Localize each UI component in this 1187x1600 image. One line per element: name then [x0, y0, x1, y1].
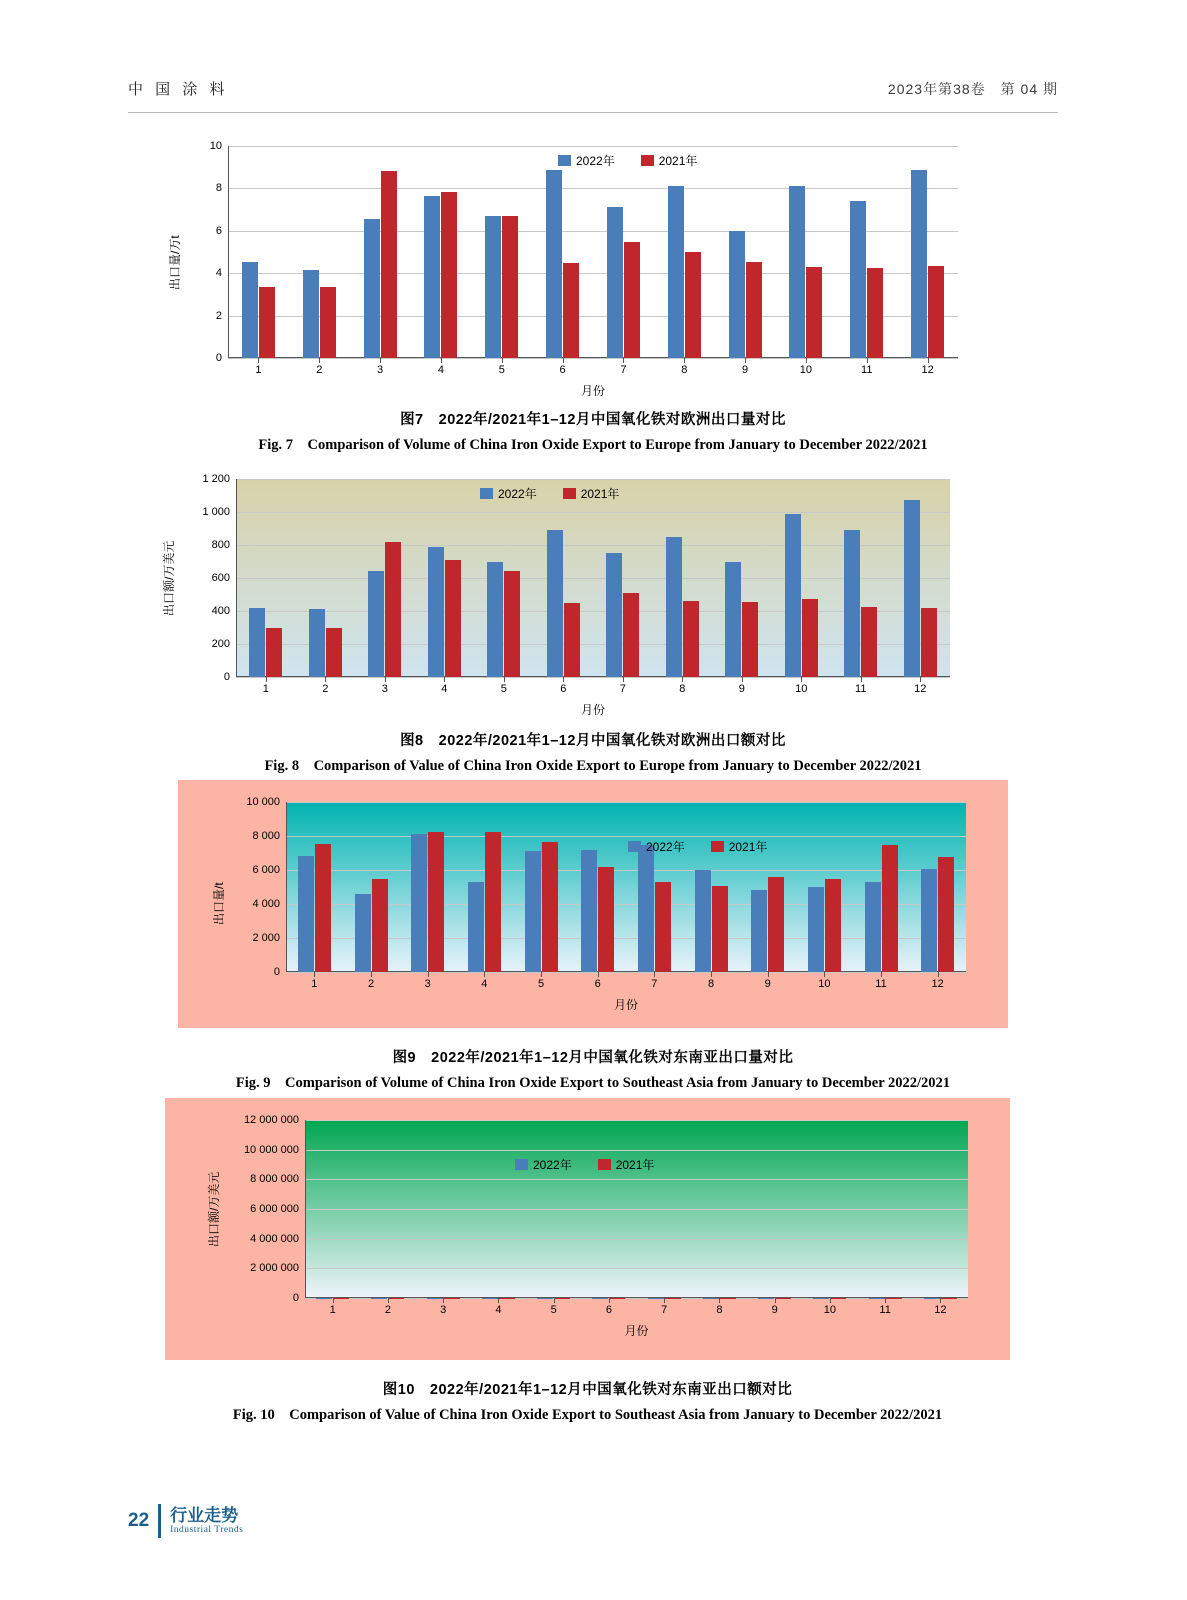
y-axis-tick-label: 10 [209, 140, 222, 152]
legend-item [641, 152, 698, 169]
bar [638, 845, 654, 972]
x-axis-tick-label: 2 [367, 978, 375, 990]
bar [861, 607, 877, 677]
x-axis-tick-label: 6 [559, 364, 566, 376]
y-axis-tick-label: 0 [223, 671, 230, 683]
figure-7 [128, 132, 1058, 454]
legend-item [598, 1156, 655, 1173]
figure-10-caption-en: Fig. 10 Comparison of Value of China Iron Oxide Export to Southeast Asia from January to December 2022/2021 [232, 1407, 943, 1423]
y-axis [228, 146, 229, 358]
gridline [236, 479, 950, 480]
figure-10 [165, 1098, 1010, 1424]
gridline [286, 802, 966, 803]
y-axis-tick-label: 400 [211, 605, 230, 617]
x-axis-tick-label: 3 [381, 683, 388, 695]
figure-9-caption-en: Fig. 9 Comparison of Volume of China Iron Oxide Export to Southeast Asia from January to December 2022/2021 [235, 1075, 951, 1091]
bar [683, 601, 699, 677]
x-axis-tick-label: 5 [498, 364, 505, 376]
gridline [236, 512, 950, 513]
y-axis-tick-label: 0 [273, 966, 280, 978]
x-axis [228, 357, 958, 358]
footer-divider [158, 1504, 161, 1538]
legend-swatch-icon [480, 488, 493, 499]
x-axis-tick-label: 11 [855, 683, 867, 695]
y-axis-tick-label: 6 [215, 224, 222, 237]
bar [746, 262, 762, 358]
gridline [305, 1150, 968, 1151]
chart-legend [558, 152, 697, 169]
bar [320, 287, 336, 358]
legend-swatch-icon [641, 155, 654, 166]
gridline [286, 972, 966, 973]
bar [607, 207, 623, 358]
bar [806, 267, 822, 358]
figure-8 [128, 465, 1058, 775]
x-axis-tick-label: 10 [818, 978, 831, 990]
x-axis-tick-label: 9 [764, 978, 771, 990]
figure-9 [178, 780, 1008, 1092]
x-axis-tick-label: 8 [707, 978, 715, 990]
x-axis-tick-label: 6 [594, 978, 601, 990]
x-axis-tick-label: 2 [322, 683, 329, 695]
bar [424, 196, 440, 358]
fig9-plot-area [246, 796, 966, 990]
x-axis-tick-label: 9 [771, 1304, 778, 1316]
gridline [228, 273, 958, 274]
bar [668, 186, 684, 358]
y-axis-tick-label: 4 [215, 267, 222, 280]
bar [685, 252, 701, 358]
bar [485, 832, 501, 972]
y-axis-title: 出口量/万t [168, 235, 182, 290]
x-axis [236, 676, 950, 677]
y-axis-title: 出口量/t [212, 882, 226, 925]
bar [666, 537, 682, 677]
y-axis-tick-label: 8 000 000 [250, 1173, 299, 1186]
gridline [305, 1179, 968, 1180]
x-axis-tick-label: 4 [441, 683, 448, 695]
y-axis-tick-label: 1 200 [202, 473, 230, 485]
x-axis-title: 月份 [613, 998, 638, 1012]
y-axis-tick-label: 1 000 [202, 506, 230, 518]
chart-legend [480, 485, 619, 502]
gridline [228, 188, 958, 189]
x-axis-tick-label: 5 [500, 683, 507, 695]
legend-label: 2021年 [658, 154, 698, 168]
bar [326, 628, 342, 677]
legend-item [558, 152, 615, 169]
bar [563, 263, 579, 358]
legend-label: 2022年 [498, 487, 537, 501]
bar [564, 603, 580, 677]
x-axis-tick-label: 3 [440, 1304, 447, 1316]
y-axis-tick-label: 12 000 000 [243, 1114, 299, 1126]
gridline [228, 316, 958, 317]
y-axis-title: 出口额/万美元 [162, 540, 176, 616]
legend-label: 2021年 [580, 487, 620, 501]
journal-name: 中 国 涂 料 [128, 81, 229, 98]
y-axis-tick-label: 2 000 000 [250, 1262, 299, 1275]
bar [581, 850, 597, 972]
bar [547, 530, 563, 677]
gridline [236, 578, 950, 579]
y-axis-tick-label: 4 000 000 [250, 1232, 299, 1245]
figure-10-caption-cn: 图10 2022年/2021年1–12月中国氧化铁对东南亚出口额对比 [382, 1382, 793, 1398]
bar [768, 877, 784, 972]
y-axis-tick-label: 10 000 000 [243, 1143, 299, 1156]
bar [445, 560, 461, 677]
bar [355, 894, 371, 972]
bar [266, 628, 282, 678]
bar [695, 870, 711, 972]
x-axis-tick-label: 1 [329, 1304, 336, 1316]
bar [242, 262, 258, 358]
legend-item [515, 1156, 572, 1173]
bar [372, 879, 388, 972]
gridline [305, 1239, 968, 1240]
x-axis-tick-label: 12 [931, 978, 944, 990]
x-axis-tick-label: 11 [861, 364, 873, 376]
fig7-plot-area [209, 140, 958, 376]
legend-item [628, 838, 685, 855]
x-axis-title: 月份 [580, 703, 605, 717]
y-axis-title: 出口额/万美元 [207, 1171, 221, 1247]
x-axis-tick-label: 5 [537, 978, 545, 990]
y-axis [305, 1120, 306, 1298]
bar [844, 530, 860, 677]
y-axis-tick-label: 8 000 [252, 830, 280, 842]
gridline [305, 1209, 968, 1210]
y-axis-tick-label: 2 [215, 309, 222, 322]
issue-info: 2023年第38卷 第 04 期 [887, 81, 1058, 97]
bar [808, 887, 824, 972]
legend-swatch-icon [558, 155, 571, 166]
x-axis-tick-label: 4 [437, 364, 444, 376]
gridline [286, 870, 966, 871]
bar [303, 270, 319, 358]
figure-8-caption-cn: 图8 2022年/2021年1–12月中国氧化铁对欧洲出口额对比 [400, 733, 786, 749]
legend-label: 2021年 [615, 1158, 655, 1172]
x-axis-tick-label: 3 [377, 364, 384, 376]
figure-8-caption-en: Fig. 8 Comparison of Value of China Iron Oxide Export to Europe from January to December 2022/2021 [264, 758, 922, 774]
bar [502, 216, 518, 358]
bar [606, 553, 622, 677]
x-axis-tick-label: 8 [679, 683, 686, 695]
x-axis-tick-label: 7 [651, 978, 658, 990]
y-axis-tick-label: 0 [292, 1292, 299, 1304]
bar [542, 842, 558, 972]
legend-swatch-icon [563, 488, 576, 499]
bar [364, 219, 380, 358]
figure-9-caption-cn: 图9 2022年/2021年1–12月中国氧化铁对东南亚出口量对比 [392, 1050, 794, 1066]
bar [504, 571, 520, 677]
bar [368, 571, 384, 677]
y-axis-tick-label: 6 000 000 [250, 1203, 299, 1215]
bar [921, 869, 937, 972]
x-axis-tick-label: 11 [879, 1304, 891, 1316]
legend-label: 2021年 [728, 840, 768, 854]
y-axis-tick-label: 200 [211, 638, 230, 650]
gridline [228, 231, 958, 232]
bar [411, 834, 427, 972]
bar [751, 890, 767, 972]
x-axis-tick-label: 5 [550, 1304, 557, 1316]
page-footer [128, 1504, 243, 1538]
bar [381, 171, 397, 358]
gridline [236, 644, 950, 645]
x-axis-title: 月份 [580, 384, 605, 398]
x-axis-tick-label: 4 [495, 1304, 502, 1316]
header-divider [128, 112, 1058, 113]
x-axis-tick-label: 6 [560, 683, 567, 695]
bar [928, 266, 944, 358]
y-axis-tick-label: 600 [211, 572, 230, 584]
bar [882, 845, 898, 973]
legend-label: 2022年 [646, 840, 685, 854]
x-axis-tick-label: 2 [316, 364, 323, 376]
bar [546, 170, 562, 358]
x-axis-title: 月份 [624, 1324, 649, 1338]
bar [623, 593, 639, 677]
bar [938, 857, 954, 972]
y-axis-tick-label: 0 [215, 352, 222, 364]
bar [441, 192, 457, 358]
bar [259, 287, 275, 358]
y-axis-tick-label: 6 000 [252, 864, 280, 876]
x-axis-tick-label: 11 [875, 978, 887, 990]
legend-item [480, 485, 537, 502]
gridline [305, 1298, 968, 1299]
bar [428, 832, 444, 972]
legend-swatch-icon [711, 841, 724, 852]
bar [789, 186, 805, 358]
bar [825, 879, 841, 973]
figure-7-caption-en: Fig. 7 Comparison of Volume of China Iron Oxide Export to Europe from January to December 2022/2021 [258, 437, 928, 453]
y-axis-tick-label: 4 000 [252, 898, 280, 910]
gridline [236, 545, 950, 546]
bar [921, 608, 937, 677]
chart-legend [515, 1156, 654, 1173]
x-axis-tick-label: 6 [605, 1304, 612, 1316]
chart-fig9 [178, 780, 1008, 1028]
bar [598, 867, 614, 972]
bar [428, 547, 444, 677]
gridline [286, 836, 966, 837]
bar [802, 599, 818, 677]
bar [865, 882, 881, 972]
footer-section-cn: 行业走势 [170, 1506, 239, 1526]
chart-fig10 [165, 1098, 1010, 1360]
legend-label: 2022年 [576, 154, 615, 168]
x-axis-tick-label: 7 [620, 364, 627, 376]
legend-label: 2022年 [533, 1158, 572, 1172]
gridline [236, 677, 950, 678]
bar [850, 201, 866, 358]
y-axis [286, 802, 287, 972]
x-axis-tick-label: 2 [384, 1304, 391, 1316]
x-axis-tick-label: 9 [742, 364, 749, 376]
y-axis-tick-label: 10 000 [246, 796, 280, 808]
bar [655, 882, 671, 972]
y-axis [236, 479, 237, 677]
bar [742, 602, 758, 677]
x-axis-tick-label: 8 [681, 364, 688, 376]
x-axis-tick-label: 10 [795, 683, 808, 695]
fig8-plot-area [202, 473, 950, 695]
gridline [236, 611, 950, 612]
bar [298, 856, 314, 972]
bar [487, 562, 503, 678]
x-axis-tick-label: 9 [738, 683, 745, 695]
bar [725, 562, 741, 678]
bar [867, 268, 883, 358]
x-axis-tick-label: 3 [424, 978, 431, 990]
bar [249, 608, 265, 677]
x-axis-tick-label: 12 [921, 364, 934, 376]
bar [309, 609, 325, 677]
x-axis-tick-label: 7 [619, 683, 626, 695]
chart-legend [628, 838, 767, 855]
bar [485, 216, 501, 358]
x-axis-tick-label: 10 [823, 1304, 836, 1316]
figure-7-caption-cn: 图7 2022年/2021年1–12月中国氧化铁对欧洲出口量对比 [400, 412, 786, 428]
x-axis-tick-label: 1 [255, 364, 262, 376]
bar [525, 851, 541, 972]
chart-fig7 [128, 132, 1058, 402]
bar [468, 882, 484, 972]
y-axis-tick-label: 8 [215, 182, 222, 195]
x-axis-tick-label: 7 [661, 1304, 668, 1316]
y-axis-tick-label: 2 000 [252, 932, 280, 944]
y-axis-tick-label: 800 [211, 539, 230, 551]
bar [904, 500, 920, 677]
legend-swatch-icon [515, 1159, 528, 1170]
bar [785, 514, 801, 677]
legend-swatch-icon [628, 841, 641, 852]
page-number: 22 [128, 1510, 150, 1531]
chart-fig8 [128, 465, 1058, 723]
bar [385, 542, 401, 677]
x-axis-tick-label: 8 [716, 1304, 723, 1316]
footer-section-en: Industrial Trends [170, 1524, 244, 1535]
gridline [305, 1268, 968, 1269]
gridline [305, 1120, 968, 1121]
gridline [228, 358, 958, 359]
bar [315, 844, 331, 972]
x-axis-tick-label: 10 [799, 364, 813, 376]
x-axis-tick-label: 1 [311, 978, 318, 990]
bar [911, 170, 927, 358]
page-header [128, 78, 1058, 105]
bar [712, 886, 728, 972]
legend-item [711, 838, 768, 855]
legend-swatch-icon [598, 1159, 611, 1170]
x-axis-tick-label: 4 [481, 978, 488, 990]
x-axis-tick-label: 1 [262, 683, 269, 695]
fig10-plot-area [243, 1114, 968, 1316]
bar [624, 242, 640, 358]
gridline [228, 146, 958, 147]
legend-item [563, 485, 620, 502]
x-axis-tick-label: 12 [934, 1304, 947, 1316]
bar [729, 231, 745, 358]
x-axis-tick-label: 12 [914, 683, 927, 695]
